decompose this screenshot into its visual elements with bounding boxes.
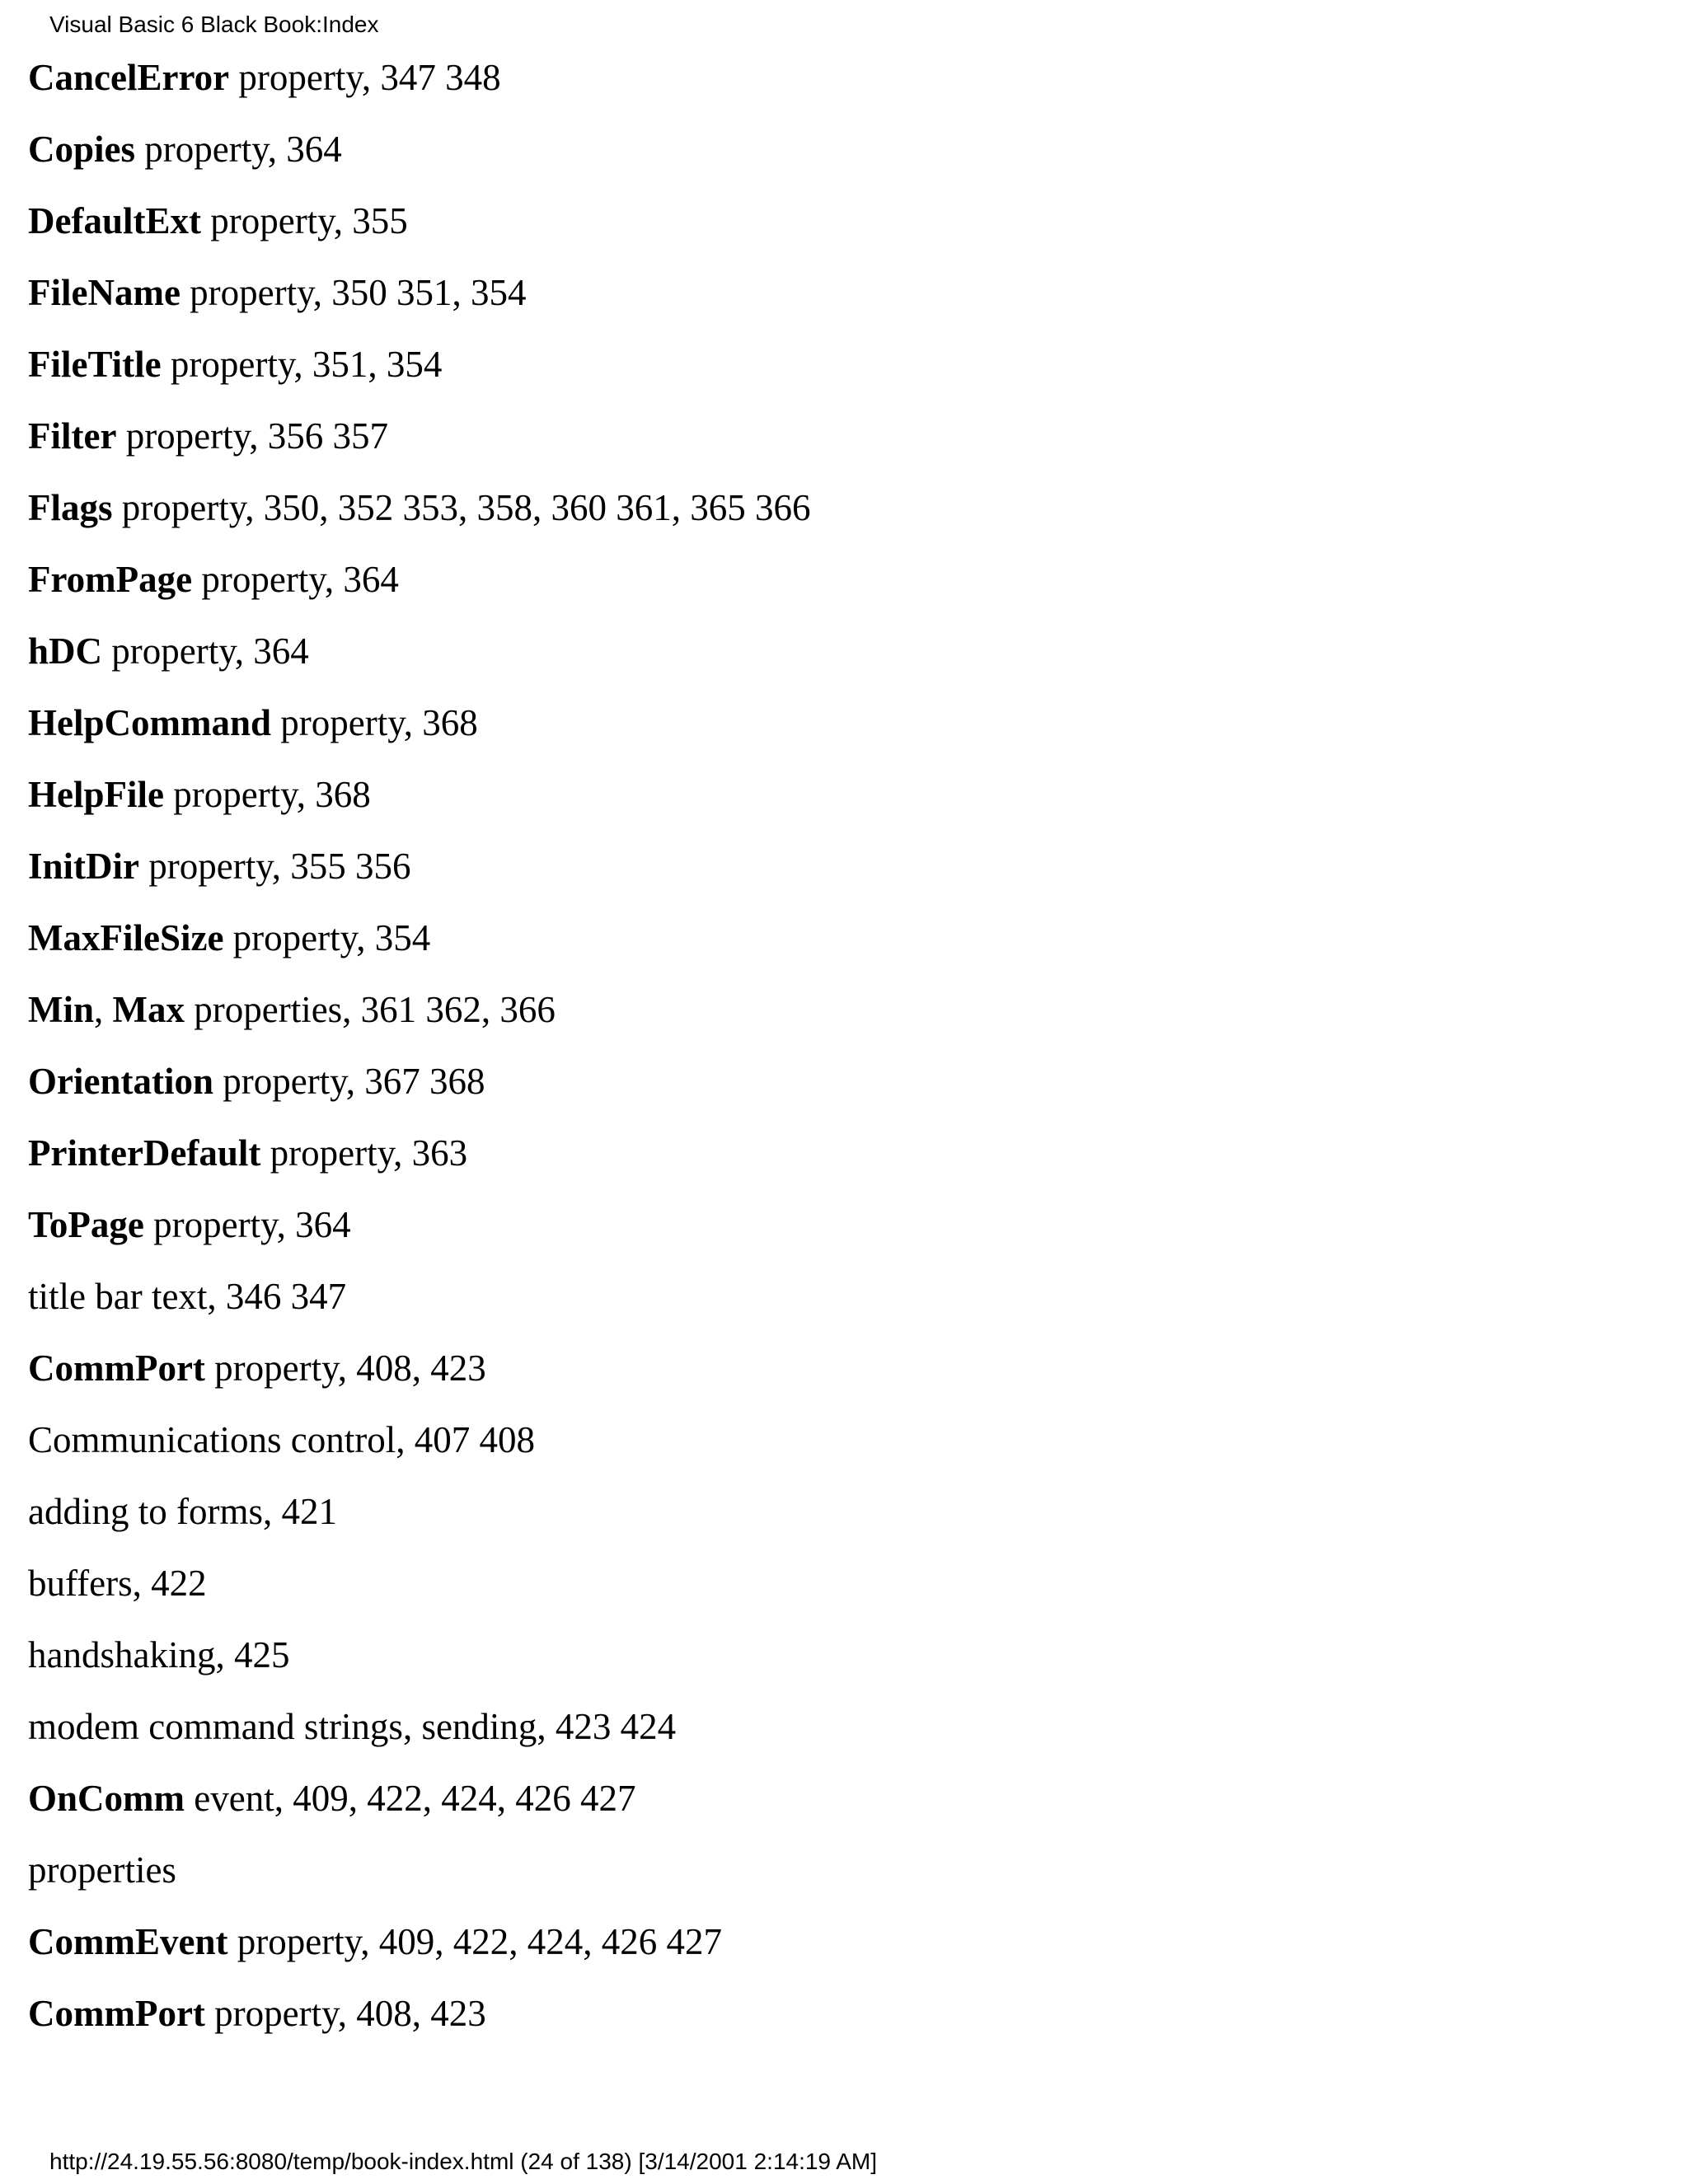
index-entry [28, 1263, 811, 1335]
index-pages: property, 354 [223, 917, 431, 958]
index-entry [28, 475, 811, 546]
index-entry [28, 403, 811, 475]
index-entry [28, 1622, 811, 1694]
index-pages: property, 350 351, 354 [180, 272, 527, 313]
index-entry [28, 618, 811, 690]
index-entry [28, 977, 811, 1048]
index-entry [28, 905, 811, 977]
index-term: DefaultExt [28, 200, 201, 241]
index-entry [28, 1909, 811, 1980]
index-pages: property, 408, 423 [204, 1993, 486, 2034]
index-pages: properties, 361 362, 366 [185, 989, 556, 1030]
index-separator: , [94, 989, 113, 1030]
index-entry [28, 1550, 811, 1622]
index-entry [28, 1837, 811, 1909]
index-entry [28, 1765, 811, 1837]
index-pages: property, 367 368 [213, 1061, 485, 1102]
index-pages: event, 409, 422, 424, 426 427 [185, 1778, 636, 1819]
index-pages: Communications control, 407 408 [28, 1419, 535, 1460]
index-pages: property, 364 [102, 630, 309, 672]
index-pages: property, 368 [163, 774, 371, 815]
index-entry [28, 1479, 811, 1550]
page-footer: http://24.19.55.56:8080/temp/book-index.html (24 of 138) [3/14/2001 2:14:19 AM] [49, 2149, 878, 2174]
index-term: HelpCommand [28, 702, 272, 743]
index-list [28, 45, 811, 2052]
index-pages: modem command strings, sending, 423 424 [28, 1706, 677, 1747]
index-term: CommPort [28, 1347, 205, 1389]
index-entry [28, 833, 811, 905]
index-pages: property, 350, 352 353, 358, 360 361, 365 366 [112, 487, 811, 528]
index-pages: property, 347 348 [229, 57, 501, 98]
index-term: HelpFile [28, 774, 164, 815]
index-entry [28, 45, 811, 116]
index-pages: property, 409, 422, 424, 426 427 [227, 1921, 722, 1962]
index-entry [28, 331, 811, 403]
index-entry [28, 546, 811, 618]
index-entry [28, 1120, 811, 1192]
index-pages: property, 364 [143, 1204, 351, 1245]
index-pages: property, 351, 354 [161, 344, 443, 385]
index-pages: property, 355 356 [139, 846, 411, 887]
index-entry [28, 1980, 811, 2052]
index-entry [28, 1048, 811, 1120]
index-pages: property, 408, 423 [204, 1347, 486, 1389]
index-term: PrinterDefault [28, 1132, 261, 1174]
index-entry [28, 116, 811, 188]
index-term: Filter [28, 415, 117, 457]
index-entry [28, 1335, 811, 1407]
index-entry [28, 762, 811, 833]
index-term: FileName [28, 272, 181, 313]
index-pages: adding to forms, 421 [28, 1491, 337, 1532]
index-pages: property, 363 [260, 1132, 468, 1174]
index-term: FileTitle [28, 344, 162, 385]
index-pages: handshaking, 425 [28, 1634, 290, 1675]
index-entry [28, 188, 811, 260]
index-pages: buffers, 422 [28, 1563, 207, 1604]
index-pages: property, 355 [200, 200, 408, 241]
index-term: Orientation [28, 1061, 213, 1102]
index-term: ToPage [28, 1204, 144, 1245]
index-term: FromPage [28, 559, 193, 600]
index-pages: property, 368 [271, 702, 478, 743]
index-pages: title bar text, 346 347 [28, 1276, 347, 1317]
index-entry [28, 690, 811, 762]
index-entry [28, 1407, 811, 1479]
index-pages: properties [28, 1849, 176, 1891]
index-term: CancelError [28, 57, 230, 98]
index-term: Copies [28, 129, 136, 170]
index-term: Flags [28, 487, 113, 528]
index-term: CommPort [28, 1993, 205, 2034]
index-entry [28, 1192, 811, 1263]
index-term: InitDir [28, 846, 139, 887]
page-header: Visual Basic 6 Black Book:Index [49, 12, 379, 37]
index-pages: property, 364 [192, 559, 399, 600]
index-term: MaxFileSize [28, 917, 224, 958]
index-term: OnComm [28, 1778, 185, 1819]
index-pages: property, 364 [135, 129, 342, 170]
index-term: Min [28, 989, 95, 1030]
index-term: Max [112, 989, 185, 1030]
index-term: CommEvent [28, 1921, 228, 1962]
index-pages: property, 356 357 [116, 415, 388, 457]
index-term: hDC [28, 630, 103, 672]
index-entry [28, 260, 811, 331]
index-entry [28, 1694, 811, 1765]
